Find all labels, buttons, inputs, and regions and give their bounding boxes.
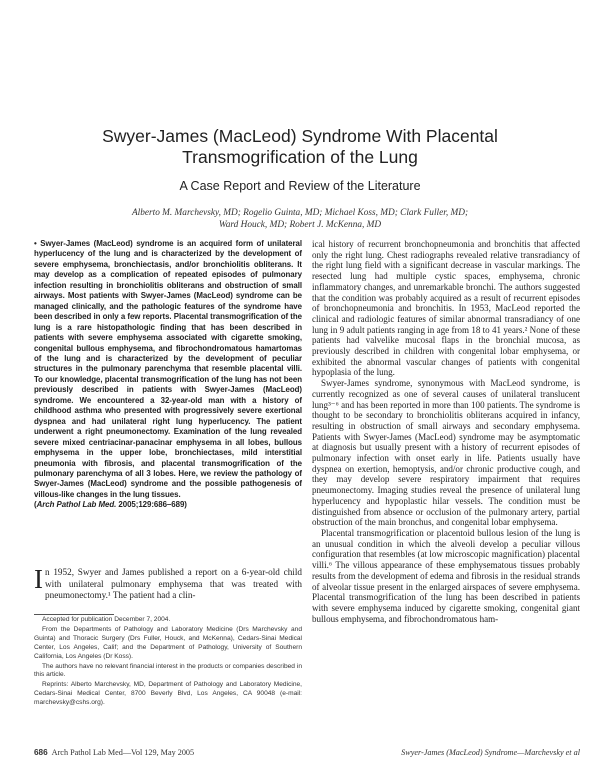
footnote-reprints: Reprints: Alberto Marchevsky, MD, Department of Pathology and Laboratory Medicine, Cedars-Sinai Medical Center, 8700 Beverly Blvd, Los Angeles, CA 90048 (e-mail: marchevsky@cshs.org). <box>34 681 302 707</box>
page-number: 686 <box>34 748 48 757</box>
body-paragraph-3: Placental transmogrification or placentoid bullous lesion of the lung is an unusual condition in which the alveoli develop a peculiar villous configuration that resembles (at low microscopic magnification) placental villi.⁶ The villous appearance of these emphysematous tissues probably results from the development of edema and fibrosis in the residual strands of alveolar tissue present in the enlarged airspaces of severe emphysema. Placental transmogrification of the lung has been described in patients with severe emphysema induced by cigarette smoking, congenital giant bullous emphysema, and fibrochondromatous ham- <box>312 527 580 624</box>
intro-paragraph <box>34 564 302 602</box>
footnote-disclosure: The authors have no relevant financial interest in the products or companies described in this article. <box>34 662 302 679</box>
body-paragraph-1: ical history of recurrent bronchopneumonia and bronchitis that affected only the right lung. Chest radiographs revealed relative transradiancy of the right lung field with a significant decrease in vascular markings. The resected lung had multiple cystic spaces, emphysema, chronic inflammatory changes, and unremarkable bronchi. The authors suggested that the condition was probably acquired as a result of recurrent episodes of bronchopneumonia and bronchitis. In 1953, MacLeod reported the clinical and radiologic features of similar abnormal transradiancy of one lung in 9 adult patients ranging in age from 18 to 41 years.² None of these patients had valvelike mucosal flaps in the bronchial mucosa, as previously described in children with congenital lobar emphysema, or exhibited the abnormal vascular changes of patients with congenital hypoplasia of the lung. <box>312 239 580 378</box>
abstract-text: • Swyer-James (MacLeod) syndrome is an acquired form of unilateral hyperlucency of the lung and is characterized by the development of severe emphysema, bronchiectasis, and/or bronchiolitis obliterans. It may develop as a complication of repeated episodes of pulmonary infection resulting in bronchiolitis obliterans and obstruction of small airways. Most patients with Swyer-James (MacLeod) syndrome can be managed clinically, and the pathologic features of the syndrome have been described in only a few reports. Placental transmogrification of the lung is a rare histopathologic finding that has been described in patients with severe emphysema associated with cigarette smoking, congenital bullous emphysema, and fibrochondromatous hamartomas of the lung and is characterized by the development of peculiar structures in the pulmonary parenchyma that resemble placental villi. To our knowledge, placental transmogrification of the lung has not been previously described in patients with Swyer-James (MacLeod) syndrome. We encountered a 32-year-old man with a history of childhood asthma who presented with progressively severe exertional dyspnea and had unilateral right lung hyperlucency. The patient underwent a right pneumonectomy. Examination of the lung revealed severe mixed centriacinar-panacinar emphysema in all lobes, bullous emphysema in the upper lobe, bronchiectases, mild interstitial pneumonia with fibrosis, and placental transmogrification of the pulmonary parenchyma of all 3 lobes. Here, we review the pathology of Swyer-James (MacLeod) syndrome and the possible pathogenesis of villous-like changes in the lung tissues. <box>34 239 302 499</box>
citation-details: 2005;129:686–689) <box>116 500 187 510</box>
article-subtitle: A Case Report and Review of the Literature <box>179 179 421 193</box>
footnote-divider <box>34 614 114 615</box>
title-line-2: Transmogrification of the Lung <box>182 147 418 167</box>
article-title <box>20 126 580 168</box>
journal-issue: Arch Pathol Lab Med—Vol 129, May 2005 <box>51 748 195 757</box>
authors-line-1: Alberto M. Marchevsky, MD; Rogelio Guinta, MD; Michael Koss, MD; Clark Fuller, MD; <box>131 208 469 218</box>
abstract <box>34 239 302 511</box>
footer-left <box>34 747 194 759</box>
footnote-affiliations: From the Departments of Pathology and Laboratory Medicine (Drs Marchevsky and Guinta) and Thoracic Surgery (Drs Fuller, Houck, and McKenna), Cedars-Sinai Medical Center, Los Angeles, Calif; and the Department of Pathology, University of Southern California, Los Angeles (Dr Koss). <box>34 625 302 660</box>
footnotes <box>34 616 302 709</box>
body-paragraph-2: Swyer-James syndrome, synonymous with MacLeod syndrome, is currently recognized as one of several causes of unilateral translucent lung³⁻⁶ and has been reported in more than 100 patients. The syndrome is thought to be secondary to bronchiolitis obliterans acquired in infancy, resulting in obstruction of small airways and secondary emphysema. Patients with Swyer-James (MacLeod) syndrome may be asymptomatic at diagnosis but usually present with a history of recurrent episodes of pulmonary infection with onset early in life. Patients usually have dyspnea on exertion, hemoptysis, and/or chronic productive cough, and they may develop severe respiratory impairment that requires pneumonectomy. Imaging studies reveal the presence of unilateral lung hyperlucency and hypoplastic hilar vessels. The condition must be distinguished from absence or occlusion of the pulmonary artery, partial obstruction of the main bronchus, and congenital lobar emphysema. <box>312 378 580 528</box>
running-title: Swyer-James (MacLeod) Syndrome—Marchevsky et al <box>401 748 580 757</box>
title-line-1: Swyer-James (MacLeod) Syndrome With Placental <box>102 126 498 146</box>
author-list <box>80 208 520 231</box>
body-column-right <box>312 239 580 624</box>
drop-cap: I <box>34 564 43 594</box>
page-footer <box>34 747 580 759</box>
intro-text: n 1952, Swyer and James published a report on a 6-year-old child with unilateral pulmonary emphysema that was treated with pneumonectomy.¹ The patient had a clin- <box>45 567 302 601</box>
authors-line-2: Ward Houck, MD; Robert J. McKenna, MD <box>218 219 382 230</box>
abstract-citation: (Arch Pathol Lab Med. 2005;129:686–689) <box>34 500 187 510</box>
citation-journal: Arch Pathol Lab Med. <box>36 500 117 510</box>
footnote-accepted: Accepted for publication December 7, 2004. <box>42 616 171 623</box>
